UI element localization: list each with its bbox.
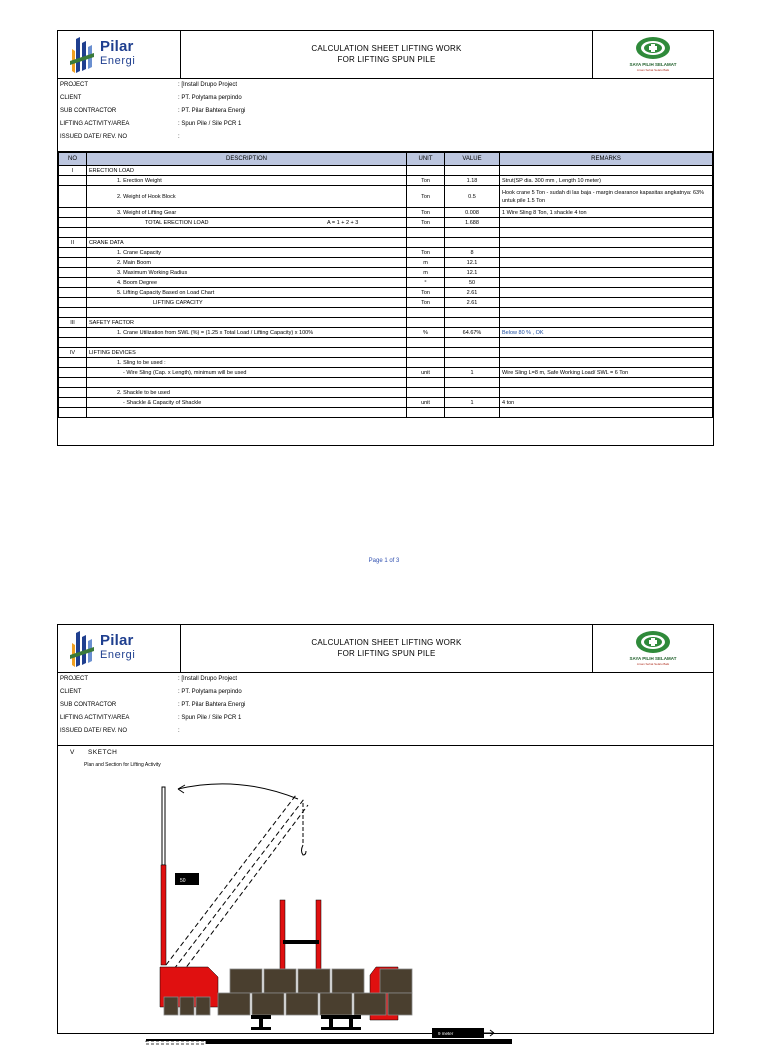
table-row: 1. Crane Utilization from SWL (%) = (1.25 x Total Load / Lifting Capacity) x 100% % 64.67% Below 80 % , OK	[59, 328, 713, 338]
table-row: - Wire Sling (Cap. x Length), minimum will be used unit 1 Wire Sling L=8 m, Safe Working Load/ SWL = 6 Ton	[59, 368, 713, 378]
pilar-logo-icon	[64, 33, 104, 77]
boom-vertical-lower	[161, 865, 166, 965]
company-logo	[58, 625, 181, 672]
seal-slogan: SAYA PILIH SELAMAT	[629, 62, 677, 67]
seal-subslogan: Aman Sehat Selalu Baik	[636, 662, 670, 666]
sketch-section-number: V	[70, 749, 75, 756]
sketch-subtitle: Plan and Section for Lifting Activity	[84, 762, 161, 768]
col-no: NO	[59, 153, 87, 166]
logo-wordmark: Pilar	[100, 632, 134, 649]
boom-lifted-edge-3	[182, 805, 308, 973]
safety-badge-icon	[633, 629, 673, 655]
table-row: 1. Sling to be used :	[59, 358, 713, 368]
boom-angle-box	[175, 873, 199, 885]
table-row: 3. Weight of Lifting Gear Ton 0.008 1 Wire Sling 8 Ton, 1 shackle 4 ton	[59, 208, 713, 218]
page-number: Page 1 of 3	[368, 558, 400, 564]
section-row: I ERECTION LOAD	[59, 166, 713, 176]
section-row: IV LIFTING DEVICES	[59, 348, 713, 358]
table-row: 5. Lifting Capacity Based on Load Chart Ton 2.61	[59, 288, 713, 298]
logo-wordmark-sub: Energi	[100, 649, 136, 661]
sheet-title-line1: CALCULATION SHEET LIFTING WORK	[311, 638, 462, 647]
table-row-empty	[59, 378, 713, 388]
col-unit: UNIT	[407, 153, 445, 166]
section-row: III SAFETY FACTOR	[59, 318, 713, 328]
table-row-empty	[59, 408, 713, 418]
sheet-header	[58, 31, 713, 79]
calculation-table	[58, 152, 713, 418]
table-row-empty	[59, 228, 713, 238]
gantry-post-left	[280, 900, 285, 975]
pile-supports	[251, 1015, 361, 1030]
sheet-title-line1: CALCULATION SHEET LIFTING WORK	[311, 44, 462, 53]
seal-subslogan: Aman Sehat Selalu Baik	[636, 68, 670, 72]
table-row: 2. Shackle to be used	[59, 388, 713, 398]
safety-badge-icon	[633, 35, 673, 61]
safety-seal	[592, 625, 713, 672]
sheet-title	[180, 31, 593, 78]
project-info: PROJECT : [Install Drupo Project CLIENT : PT. Polytama perpindo SUB CONTRACTOR : PT. Pilar Bahtera Energi LIFTING ACTIVITY/AREA : Spun Pile / Sile PCR 1 ISSUED DATE/ REV. NO :	[58, 78, 713, 152]
outrigger-pad	[146, 1041, 206, 1044]
col-value: VALUE	[445, 153, 500, 166]
col-description: DESCRIPTION	[87, 153, 407, 166]
table-row-empty	[59, 308, 713, 318]
distance-label: 9 meter	[438, 1031, 454, 1036]
sheet-title-line2: FOR LIFTING SPUN PILE	[337, 649, 436, 658]
sheet-title-line2: FOR LIFTING SPUN PILE	[337, 55, 436, 64]
table-row: 2. Weight of Hook Block Ton 0.5 Hook crane 5 Ton - sudah di las baja - margin clearance kapasitas angkatnya: 63% untuk pile 1.5 Ton	[59, 186, 713, 208]
logo-wordmark: Pilar	[100, 38, 134, 55]
sheet-header	[58, 625, 713, 673]
table-row: - Shackle & Capacity of Shackle unit 1 4 ton	[59, 398, 713, 408]
logo-wordmark-sub: Energi	[100, 55, 136, 67]
safety-seal	[592, 31, 713, 78]
gantry-post-right	[316, 900, 321, 975]
company-logo	[58, 31, 181, 78]
table-header-row	[59, 153, 713, 166]
crane-sketch	[58, 745, 713, 1045]
pilar-logo-icon	[64, 627, 104, 671]
boom-angle-label: 50	[180, 878, 186, 884]
table-row: 4. Boom Degree ° 50	[59, 278, 713, 288]
table-row: 2. Main Boom m 12.1	[59, 258, 713, 268]
sketch-title: SKETCH	[88, 749, 118, 756]
calculation-sheet-page-2	[57, 624, 714, 1034]
table-row-capacity: LIFTING CAPACITY Ton 2.61	[59, 298, 713, 308]
sketch-section	[58, 745, 713, 1036]
sheet-title	[180, 625, 593, 672]
table-row-total: TOTAL ERECTION LOAD A = 1 + 2 + 3 Ton 1.688	[59, 218, 713, 228]
section-row: II CRANE DATA	[59, 238, 713, 248]
table-row: 1. Erection Weight Ton 1.18 Strut(SP dia. 300 mm , Length 10 meter)	[59, 176, 713, 186]
hook-icon	[302, 845, 307, 855]
calculation-sheet-page-1	[57, 30, 714, 446]
swing-arc	[178, 784, 298, 799]
table-row: 1. Crane Capacity Ton 8	[59, 248, 713, 258]
table-row-empty	[59, 338, 713, 348]
col-remarks: REMARKS	[500, 153, 713, 166]
table-row: 3. Maximum Working Radius m 12.1	[59, 268, 713, 278]
gantry-beam	[283, 940, 319, 944]
boom-vertical-upper	[162, 787, 165, 865]
project-info: PROJECT : [Install Drupo Project CLIENT : PT. Polytama perpindo SUB CONTRACTOR : PT. Pilar Bahtera Energi LIFTING ACTIVITY/AREA : Spun Pile / Sile PCR 1 ISSUED DATE/ REV. NO :	[58, 672, 713, 746]
seal-slogan: SAYA PILIH SELAMAT	[629, 656, 677, 661]
